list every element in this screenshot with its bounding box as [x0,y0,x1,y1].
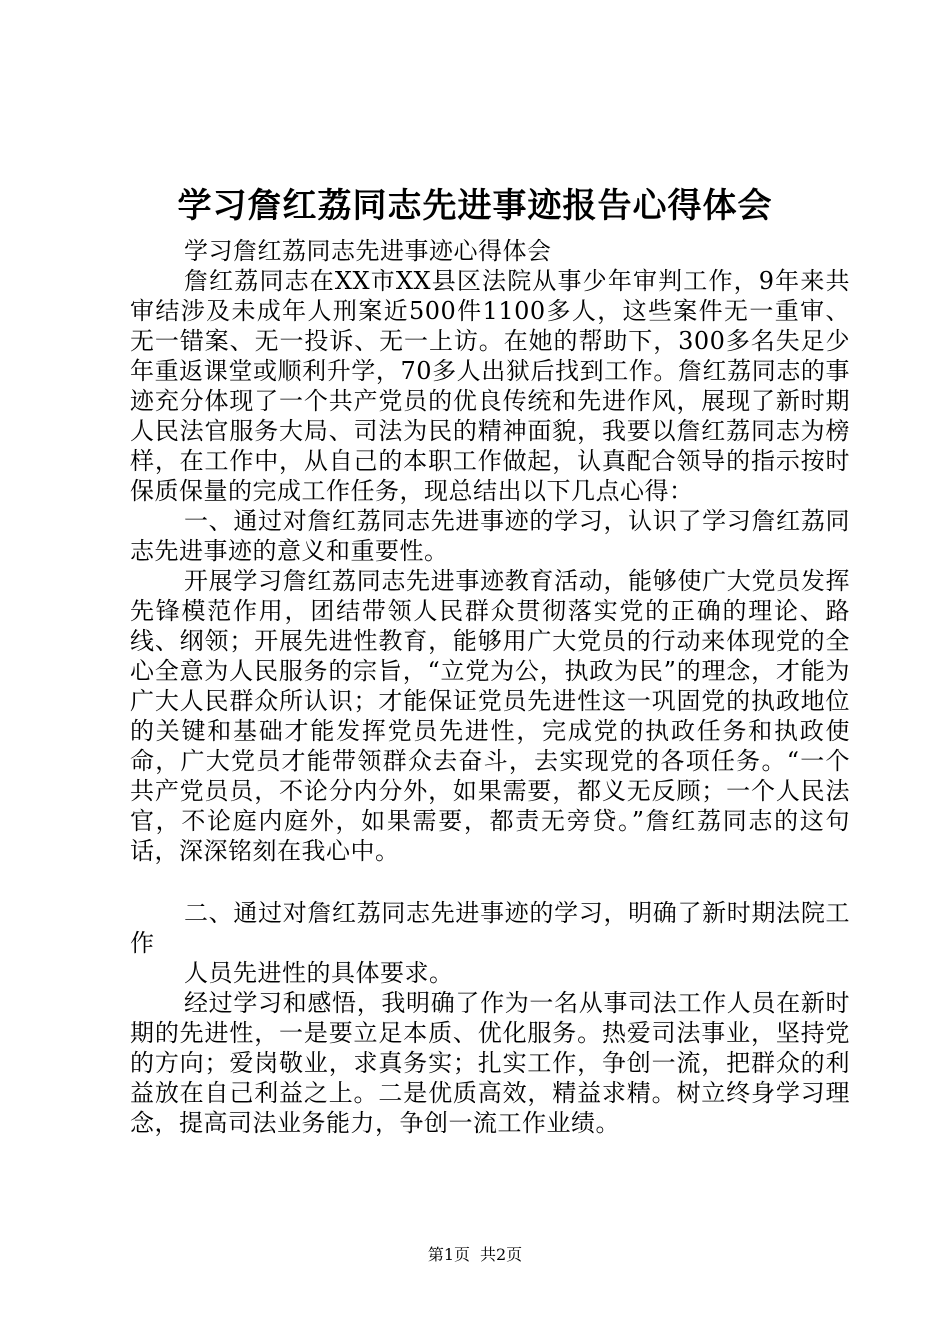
section-two-paragraph: 经过学习和感悟，我明确了作为一名从事司法工作人员在新时期的先进性，一是要立足本质、优化服务。热爱司法事业，坚持党的方向；爱岗敬业，求真务实；扎实工作，争创一流，把群众的利益放在自己利益之上。二是优质高效，精益求精。树立终身学习理念，提高司法业务能力，争创一流工作业绩。 [130,989,850,1137]
page-number: 第1页 [427,1245,470,1264]
page-total: 共2页 [480,1245,523,1264]
section-two-heading: 二、通过对詹红荔同志先进事迹的学习，明确了新时期法院工作 [130,899,850,957]
document-title: 学习詹红荔同志先进事迹报告心得体会 [177,186,773,226]
section-one-paragraph: 开展学习詹红荔同志先进事迹教育活动，能够使广大党员发挥先锋模范作用，团结带领人民群众贯彻落实党的正确的理论、路线、纲领；开展先进性教育，能够用广大党员的行动来体现党的全心全意为人民服务的宗旨，“立党为公，执政为民”的理念，才能为广大人民群众所认识；才能保证党员先进性这一巩固党的执政地位的关键和基础才能发挥党员先进性，完成党的执政任务和执政使命，广大党员才能带领群众去奋斗，去实现党的各项任务。“一个共产党员员，不论分内分外，如果需要，都义无反顾；一个人民法官，不论庭内庭外，如果需要，都责无旁贷。”詹红荔同志的这句话，深深铭刻在我心中。 [130,567,850,865]
paragraph-gap [130,866,850,898]
intro-paragraph: 詹红荔同志在XX市XX县区法院从事少年审判工作，9年来共审结涉及未成年人刑案近500件1100多人，这些案件无一重审、无一错案、无一投诉、无一上访。在她的帮助下，300多名失足少年重返课堂或顺利升学，70多人出狱后找到工作。詹红荔同志的事迹充分体现了一个共产党员的优良传统和先进作风，展现了新时期人民法官服务大局、司法为民的精神面貌，我要以詹红荔同志为榜样，在工作中，从自己的本职工作做起，认真配合领导的指示按时保质保量的完成工作任务，现总结出以下几点心得： [130,267,850,505]
subtitle-paragraph: 学习詹红荔同志先进事迹心得体会 [184,237,552,265]
page-footer [0,1244,950,1266]
section-two-heading-continued: 人员先进性的具体要求。 [184,959,454,987]
document-body [130,236,850,1138]
section-one-heading: 一、通过对詹红荔同志先进事迹的学习，认识了学习詹红荔同志先进事迹的意义和重要性。 [130,507,850,565]
